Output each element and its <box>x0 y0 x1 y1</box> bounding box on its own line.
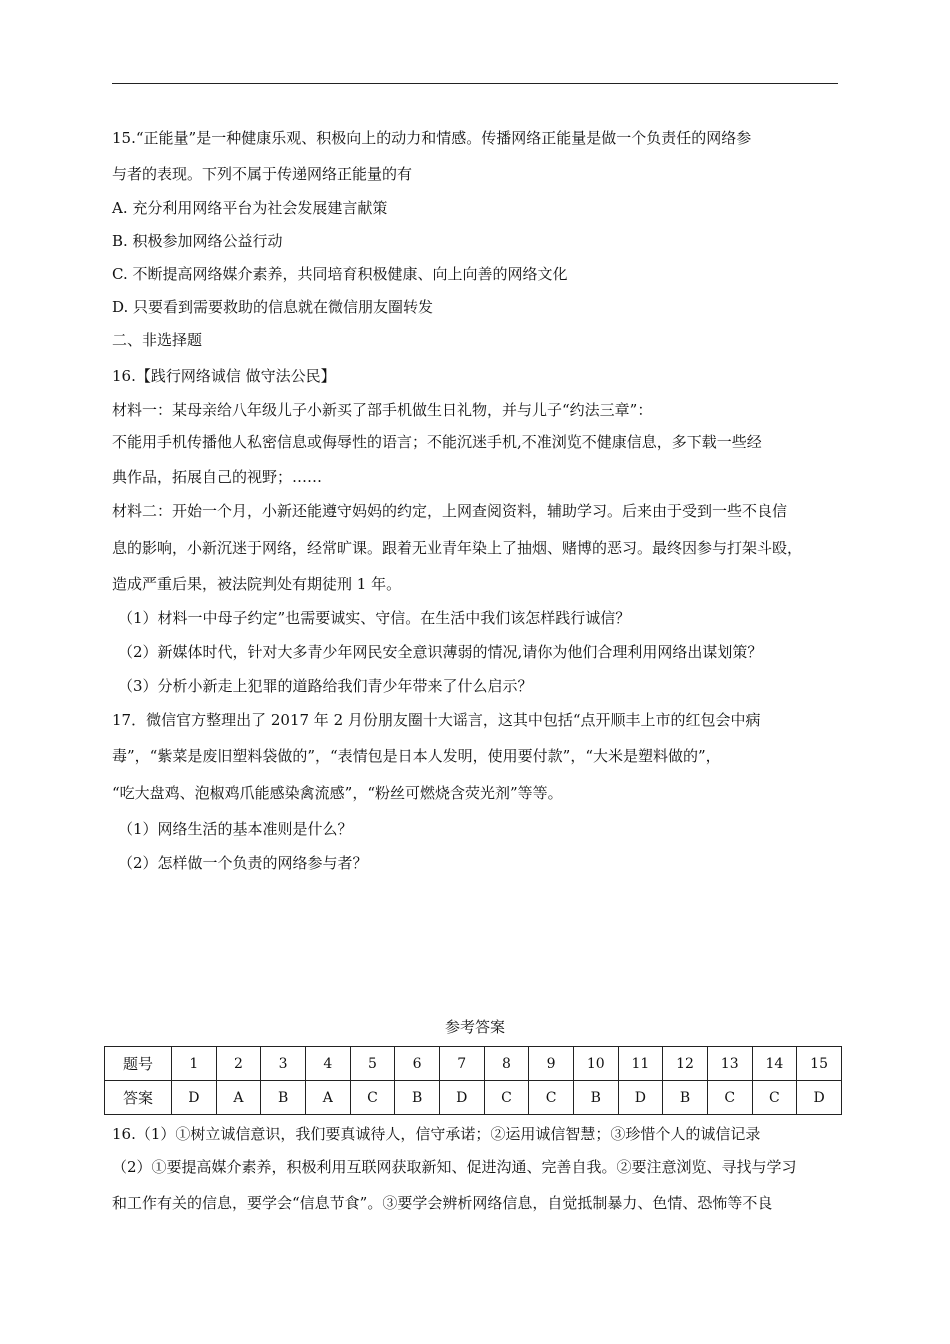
answer-cell: D <box>618 1081 663 1115</box>
number-cell: 5 <box>350 1047 395 1081</box>
number-cell: 11 <box>618 1047 663 1081</box>
number-cell: 6 <box>395 1047 440 1081</box>
answer-cell: D <box>439 1081 484 1115</box>
q15-stem-line-1: 15.“正能量”是一种健康乐观、积极向上的动力和情感。传播网络正能量是做一个负责任的网络参 <box>112 129 752 147</box>
q16-material-1-line-3: 典作品，拓展自己的视野；…… <box>112 468 323 486</box>
answer-cell: C <box>752 1081 797 1115</box>
answer-cell: A <box>216 1081 261 1115</box>
answer-cell: C <box>484 1081 529 1115</box>
number-cell: 7 <box>439 1047 484 1081</box>
q16-material-2-line-2: 息的影响，小新沉迷于网络，经常旷课。跟着无业青年染上了抽烟、赌博的恶习。最终因参与打架斗殴， <box>112 539 803 557</box>
answer-cell: B <box>395 1081 440 1115</box>
answer-cell: C <box>350 1081 395 1115</box>
number-cell: 2 <box>216 1047 261 1081</box>
q16-subquestion-2: （2）新媒体时代，针对大多青少年网民安全意识薄弱的情况,请你为他们合理利用网络出谋划策？ <box>118 643 763 661</box>
q16-material-2-line-1: 材料二：开始一个月，小新还能遵守妈妈的约定，上网查阅资料，辅助学习。后来由于受到一些不良信 <box>112 502 788 520</box>
q16-subquestion-1: （1）材料一中母子约定”也需要诚实、守信。在生活中我们该怎样践行诚信？ <box>118 609 631 627</box>
row-label-numbers: 题号 <box>105 1047 172 1081</box>
q15-option-b: B. 积极参加网络公益行动 <box>112 232 283 250</box>
q17-subquestion-1: （1）网络生活的基本准则是什么？ <box>118 820 353 838</box>
answer-cell: B <box>261 1081 306 1115</box>
answer-cell: D <box>797 1081 842 1115</box>
q15-option-c: C. 不断提高网络媒介素养，共同培育积极健康、向上向善的网络文化 <box>112 265 568 283</box>
q16-material-1-line-2: 不能用手机传播他人私密信息或侮辱性的语言；不能沉迷手机,不准浏览不健康信息，多下载一些经 <box>112 433 762 451</box>
number-cell: 13 <box>707 1047 752 1081</box>
section-heading: 二、非选择题 <box>112 331 203 349</box>
number-cell: 1 <box>172 1047 217 1081</box>
number-cell: 12 <box>663 1047 708 1081</box>
answers-title: 参考答案 <box>444 1018 505 1036</box>
number-cell: 8 <box>484 1047 529 1081</box>
q16-title: 16.【践行网络诚信 做守法公民】 <box>112 367 336 385</box>
q16-subquestion-3: （3）分析小新走上犯罪的道路给我们青少年带来了什么启示？ <box>118 677 533 695</box>
q15-option-a: A. 充分利用网络平台为社会发展建言献策 <box>112 199 388 217</box>
answer-16-line-1: 16.（1）①树立诚信意识，我们要真诚待人，信守承诺；②运用诚信智慧；③珍惜个人的诚信记录 <box>112 1125 761 1143</box>
number-cell: 15 <box>797 1047 842 1081</box>
q17-subquestion-2: （2）怎样做一个负责的网络参与者？ <box>118 854 368 872</box>
header-rule <box>112 83 838 84</box>
number-cell: 4 <box>305 1047 350 1081</box>
number-cell: 14 <box>752 1047 797 1081</box>
answer-key-row <box>105 1081 842 1115</box>
q15-stem-line-2: 与者的表现。下列不属于传递网络正能量的有 <box>112 165 413 183</box>
answer-table <box>104 1046 842 1115</box>
number-cell: 3 <box>261 1047 306 1081</box>
q16-material-2-line-3: 造成严重后果，被法院判处有期徒刑 1 年。 <box>112 575 402 593</box>
answer-16-line-3: 和工作有关的信息，要学会“信息节食”。③要学会辨析网络信息，自觉抵制暴力、色情、恐怖等不良 <box>112 1194 773 1212</box>
answer-cell: B <box>573 1081 618 1115</box>
answer-cell: C <box>529 1081 574 1115</box>
number-cell: 9 <box>529 1047 574 1081</box>
number-cell: 10 <box>573 1047 618 1081</box>
answer-cell: D <box>172 1081 217 1115</box>
row-label-answers: 答案 <box>105 1081 172 1115</box>
q16-material-1-line-1: 材料一：某母亲给八年级儿子小新买了部手机做生日礼物，并与儿子“约法三章”： <box>112 401 653 419</box>
answer-16-line-2: （2）①要提高媒介素养，积极利用互联网获取新知、促进沟通、完善自我。②要注意浏览、寻找与学习 <box>112 1158 797 1176</box>
q17-line-1: 17．微信官方整理出了 2017 年 2 月份朋友圈十大谣言，这其中包括“点开顺丰上市的红包会中病 <box>112 711 761 729</box>
q15-option-d: D. 只要看到需要救助的信息就在微信朋友圈转发 <box>112 298 434 316</box>
q17-line-2: 毒”，“紫菜是废旧塑料袋做的”，“表情包是日本人发明，使用要付款”，“大米是塑料做的”， <box>112 747 721 765</box>
q17-line-3: “吃大盘鸡、泡椒鸡爪能感染禽流感”，“粉丝可燃烧含荧光剂”等等。 <box>112 784 563 802</box>
answer-cell: A <box>305 1081 350 1115</box>
answer-cell: C <box>707 1081 752 1115</box>
question-number-row <box>105 1047 842 1081</box>
answer-cell: B <box>663 1081 708 1115</box>
